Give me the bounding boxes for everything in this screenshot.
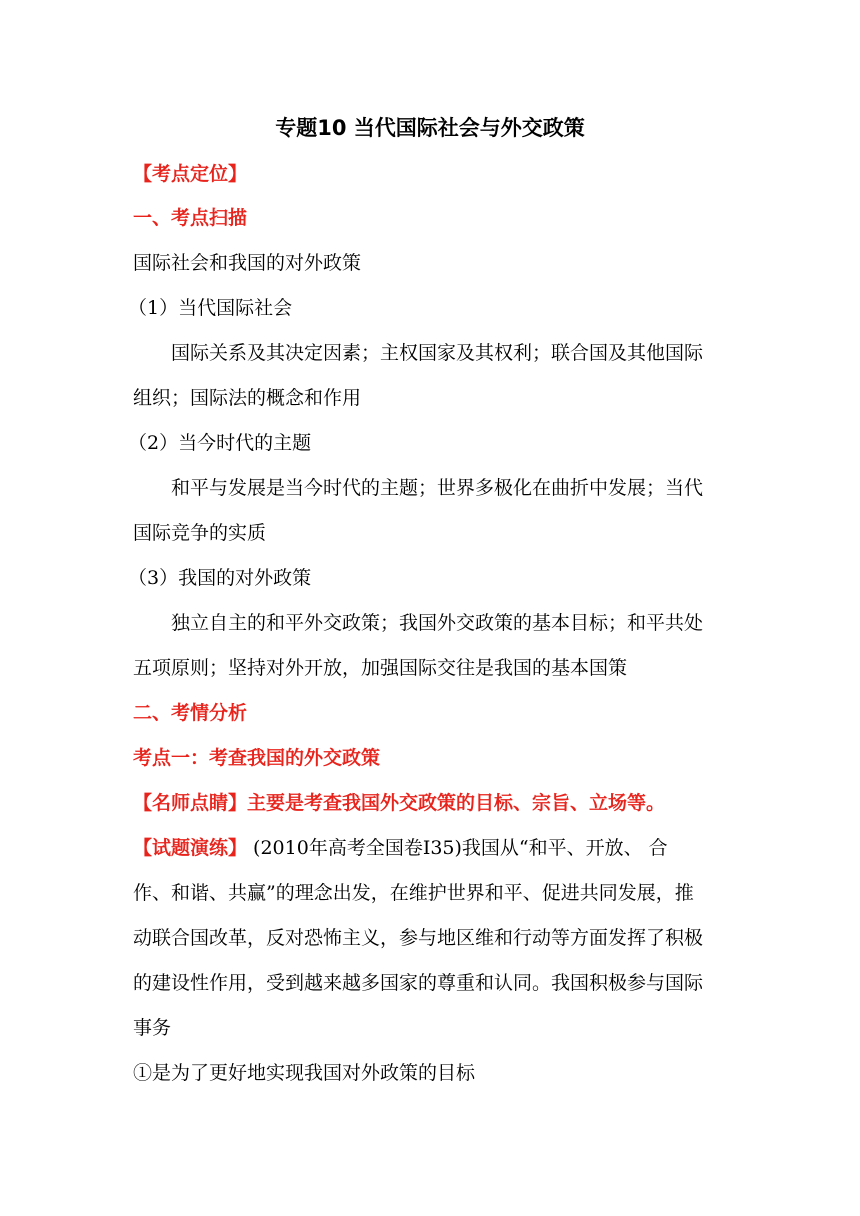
exercise-line3: 动联合国改革，反对恐怖主义，参与地区维和行动等方面发挥了积极: [133, 927, 704, 949]
scan-topic: 国际社会和我国的对外政策: [133, 252, 362, 274]
exercise-line2: 作、和谐、共赢”的理念出发，在维护世界和平、促进共同发展，推: [133, 882, 694, 904]
exercise-line1-row: [133, 836, 733, 860]
item1-heading: （1）当代国际社会: [128, 297, 293, 319]
item2-paragraph-line2: 国际竞争的实质: [133, 522, 267, 544]
exercise-line1: (2010年高考全国卷Ⅰ35)我国从“和平、开放、 合: [247, 837, 668, 859]
item2-heading: （2）当今时代的主题: [128, 432, 312, 454]
teacher-tip: 【名师点睛】主要是考查我国外交政策的目标、宗旨、立场等。: [133, 792, 666, 814]
exercise-line5: 事务: [133, 1017, 172, 1039]
item3-paragraph-line2: 五项原则；坚持对外开放，加强国际交往是我国的基本国策: [133, 657, 628, 679]
analysis-heading: 二、考情分析: [133, 702, 248, 724]
item1-paragraph-line1: 国际关系及其决定因素；主权国家及其权利；联合国及其他国际: [171, 342, 704, 364]
point1-heading: 考点一：考查我国的外交政策: [133, 747, 381, 769]
exercise-line4: 的建设性作用，受到越来越多国家的尊重和认同。我国积极参与国际: [133, 972, 704, 994]
exercise-label: 【试题演练】: [133, 837, 248, 859]
section-positioning-heading: 【考点定位】: [133, 163, 248, 185]
scan-heading: 一、考点扫描: [133, 207, 248, 229]
item3-heading: （3）我国的对外政策: [128, 567, 312, 589]
item3-paragraph-line1: 独立自主的和平外交政策；我国外交政策的基本目标；和平共处: [171, 612, 704, 634]
item2-paragraph-line1: 和平与发展是当今时代的主题；世界多极化在曲折中发展；当代: [171, 477, 704, 499]
item1-paragraph-line2: 组织；国际法的概念和作用: [133, 387, 362, 409]
document-title: 专题10 当代国际社会与外交政策: [275, 116, 585, 140]
option-1: ①是为了更好地实现我国对外政策的目标: [133, 1062, 476, 1084]
